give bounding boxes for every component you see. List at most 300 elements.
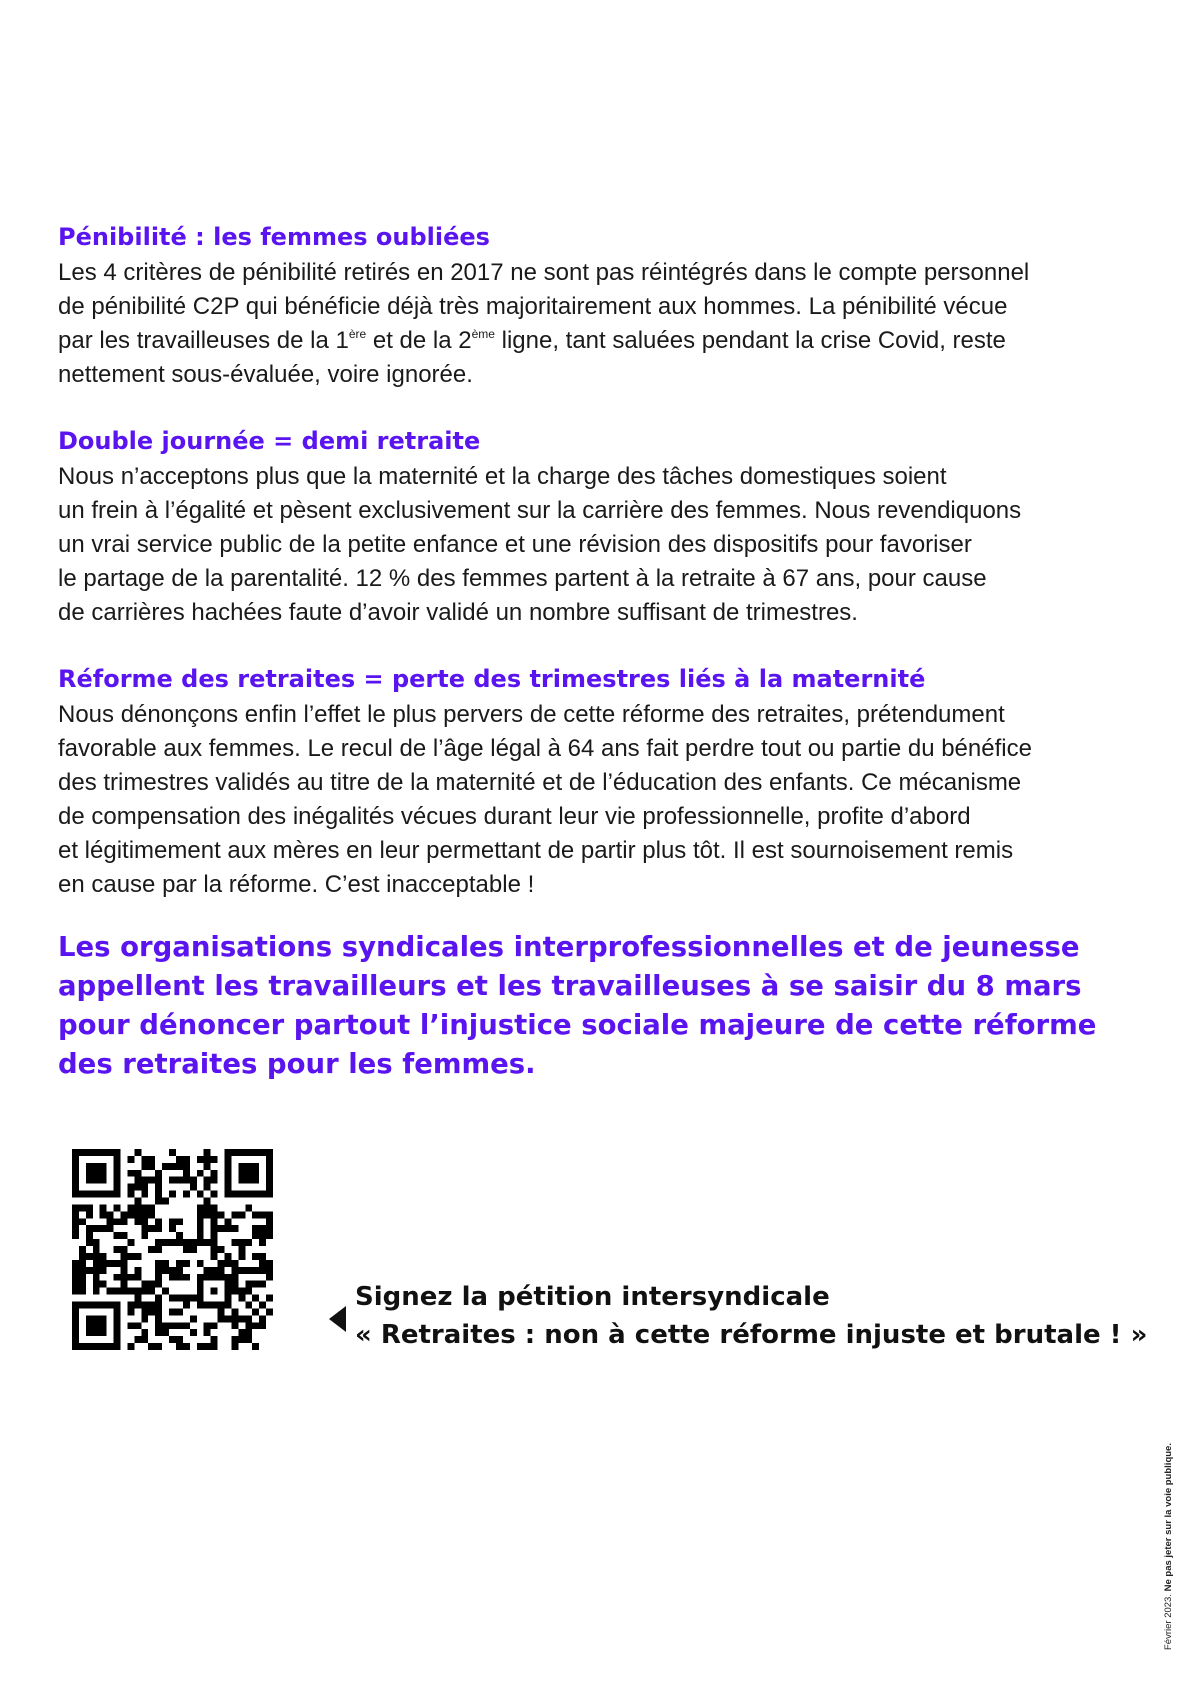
qr-module [218, 1267, 225, 1274]
qr-module [155, 1315, 162, 1322]
qr-module [72, 1308, 79, 1315]
qr-module [148, 1211, 155, 1218]
qr-module [79, 1246, 86, 1253]
qr-module [204, 1322, 211, 1329]
qr-module [252, 1322, 259, 1329]
qr-module [211, 1170, 218, 1177]
qr-module [224, 1315, 231, 1322]
qr-module [211, 1156, 218, 1163]
qr-module [204, 1156, 211, 1163]
qr-module [183, 1322, 190, 1329]
paragraph-line: un frein à l’égalité et pèsent exclusivement sur la carrière des femmes. Nous revendiquons [58, 497, 1022, 524]
qr-module [211, 1301, 218, 1308]
qr-module [190, 1329, 197, 1336]
qr-module [100, 1149, 107, 1156]
qr-module [127, 1211, 134, 1218]
qr-module [231, 1288, 238, 1295]
qr-module [93, 1274, 100, 1281]
qr-module [155, 1225, 162, 1232]
qr-module [121, 1232, 128, 1239]
qr-module [169, 1218, 176, 1225]
qr-module [266, 1267, 273, 1274]
superscript: ème [471, 327, 495, 341]
qr-module [141, 1211, 148, 1218]
qr-module [245, 1267, 252, 1274]
qr-module [134, 1274, 141, 1281]
qr-module [252, 1281, 259, 1288]
text-fragment: par les travailleuses de la 1 [58, 327, 349, 354]
qr-module [79, 1260, 86, 1267]
paragraph-line: en cause par la réforme. C’est inacceptable ! [58, 871, 535, 898]
qr-module [183, 1260, 190, 1267]
qr-module [127, 1308, 134, 1315]
qr-module [148, 1281, 155, 1288]
qr-module [169, 1295, 176, 1302]
qr-module [141, 1329, 148, 1336]
qr-module [134, 1204, 141, 1211]
qr-module [141, 1301, 148, 1308]
qr-module [93, 1170, 100, 1177]
qr-module [79, 1274, 86, 1281]
qr-module [169, 1149, 176, 1156]
qr-module [169, 1322, 176, 1329]
qr-module [79, 1281, 86, 1288]
qr-module [155, 1239, 162, 1246]
section-penibilite [58, 222, 1148, 392]
qr-module [176, 1232, 183, 1239]
qr-module [100, 1163, 107, 1170]
qr-module [259, 1322, 266, 1329]
qr-module [100, 1329, 107, 1336]
qr-module [259, 1315, 266, 1322]
qr-module [224, 1191, 231, 1198]
qr-module [176, 1343, 183, 1350]
qr-module [121, 1260, 128, 1267]
qr-module [114, 1149, 121, 1156]
qr-module [107, 1260, 114, 1267]
qr-module [86, 1191, 93, 1198]
qr-module [127, 1288, 134, 1295]
qr-module [259, 1191, 266, 1198]
qr-module [155, 1184, 162, 1191]
qr-module [176, 1163, 183, 1170]
qr-module [114, 1204, 121, 1211]
qr-module [169, 1274, 176, 1281]
footer-notice: Ne pas jeter sur la voie publique. [1163, 1443, 1174, 1592]
qr-module [148, 1308, 155, 1315]
qr-module [197, 1343, 204, 1350]
qr-module [86, 1204, 93, 1211]
qr-module [148, 1288, 155, 1295]
qr-module [114, 1177, 121, 1184]
qr-module [224, 1260, 231, 1267]
qr-module [114, 1301, 121, 1308]
qr-module [72, 1163, 79, 1170]
qr-module [204, 1184, 211, 1191]
qr-module [224, 1218, 231, 1225]
qr-module [218, 1211, 225, 1218]
qr-module [238, 1191, 245, 1198]
qr-module [211, 1336, 218, 1343]
qr-module [238, 1163, 245, 1170]
qr-module [252, 1191, 259, 1198]
qr-module [121, 1288, 128, 1295]
qr-module [218, 1301, 225, 1308]
qr-module [141, 1156, 148, 1163]
qr-module [204, 1343, 211, 1350]
qr-module [204, 1198, 211, 1205]
petition-title: Signez la pétition intersyndicale [355, 1282, 830, 1312]
qr-module [224, 1281, 231, 1288]
qr-module [155, 1308, 162, 1315]
qr-module [155, 1343, 162, 1350]
qr-module [141, 1177, 148, 1184]
qr-module [224, 1288, 231, 1295]
qr-module [266, 1225, 273, 1232]
qr-module [72, 1260, 79, 1267]
qr-module [141, 1336, 148, 1343]
section-heading: Double journée = demi retraite [58, 427, 481, 455]
qr-module [231, 1281, 238, 1288]
qr-module [155, 1246, 162, 1253]
qr-module [197, 1288, 204, 1295]
qr-module [211, 1343, 218, 1350]
qr-module [93, 1149, 100, 1156]
qr-module [114, 1288, 121, 1295]
qr-module [245, 1281, 252, 1288]
qr-module [238, 1149, 245, 1156]
qr-module [141, 1163, 148, 1170]
qr-module [114, 1218, 121, 1225]
left-triangle-icon [329, 1306, 346, 1332]
qr-module [121, 1267, 128, 1274]
qr-module [155, 1322, 162, 1329]
qr-module [245, 1301, 252, 1308]
qr-module [266, 1149, 273, 1156]
qr-module [169, 1225, 176, 1232]
qr-module [238, 1239, 245, 1246]
call-to-action [58, 928, 1158, 1084]
paragraph-line: de pénibilité C2P qui bénéficie déjà très majoritairement aux hommes. La pénibilité vécue [58, 293, 1008, 320]
qr-module [127, 1322, 134, 1329]
qr-module [114, 1232, 121, 1239]
qr-module [245, 1204, 252, 1211]
qr-module [72, 1274, 79, 1281]
qr-module [93, 1315, 100, 1322]
qr-module [121, 1211, 128, 1218]
qr-module [155, 1301, 162, 1308]
qr-module [100, 1170, 107, 1177]
qr-module [224, 1295, 231, 1302]
qr-module [72, 1191, 79, 1198]
qr-module [224, 1274, 231, 1281]
qr-module [266, 1191, 273, 1198]
qr-module [183, 1191, 190, 1198]
qr-module [127, 1156, 134, 1163]
qr-module [72, 1204, 79, 1211]
qr-module [72, 1329, 79, 1336]
qr-module [121, 1274, 128, 1281]
paragraph-line: de compensation des inégalités vécues durant leur vie professionnelle, profite d’abord [58, 803, 971, 830]
qr-module [245, 1170, 252, 1177]
paragraph-line [58, 324, 1148, 358]
qr-module [114, 1274, 121, 1281]
qr-module [231, 1191, 238, 1198]
qr-module [100, 1260, 107, 1267]
qr-module [148, 1163, 155, 1170]
qr-module [266, 1260, 273, 1267]
qr-module [259, 1260, 266, 1267]
qr-module [127, 1239, 134, 1246]
qr-module [252, 1343, 259, 1350]
qr-module [197, 1204, 204, 1211]
qr-module [224, 1301, 231, 1308]
qr-module [218, 1246, 225, 1253]
qr-module [134, 1198, 141, 1205]
qr-module [127, 1204, 134, 1211]
qr-module [162, 1239, 169, 1246]
qr-module [93, 1301, 100, 1308]
paragraph-line: Nous dénonçons enfin l’effet le plus pervers de cette réforme des retraites, prétendument [58, 701, 1005, 728]
qr-module [259, 1211, 266, 1218]
qr-module [197, 1191, 204, 1198]
qr-module [148, 1343, 155, 1350]
qr-module [86, 1225, 93, 1232]
qr-module [252, 1232, 259, 1239]
qr-module [231, 1308, 238, 1315]
qr-module [107, 1301, 114, 1308]
qr-module [183, 1295, 190, 1302]
qr-module [197, 1170, 204, 1177]
qr-module [183, 1246, 190, 1253]
qr-module [245, 1336, 252, 1343]
qr-module [211, 1288, 218, 1295]
qr-module [190, 1177, 197, 1184]
qr-module [204, 1149, 211, 1156]
qr-module [176, 1267, 183, 1274]
qr-module [93, 1239, 100, 1246]
qr-module [155, 1267, 162, 1274]
qr-module [155, 1295, 162, 1302]
qr-module [204, 1239, 211, 1246]
qr-module [252, 1225, 259, 1232]
qr-module [224, 1170, 231, 1177]
qr-module [176, 1322, 183, 1329]
qr-module [259, 1239, 266, 1246]
qr-module [100, 1211, 107, 1218]
qr-module [211, 1253, 218, 1260]
qr-module [238, 1177, 245, 1184]
qr-module [224, 1156, 231, 1163]
qr-code-icon[interactable] [72, 1149, 273, 1350]
qr-module [259, 1281, 266, 1288]
qr-module [134, 1253, 141, 1260]
qr-module [134, 1170, 141, 1177]
qr-module [211, 1218, 218, 1225]
qr-module [134, 1177, 141, 1184]
qr-module [245, 1288, 252, 1295]
qr-module [86, 1239, 93, 1246]
qr-module [114, 1246, 121, 1253]
qr-module [204, 1211, 211, 1218]
qr-module [252, 1177, 259, 1184]
qr-module [72, 1288, 79, 1295]
qr-module [100, 1191, 107, 1198]
qr-module [211, 1225, 218, 1232]
qr-module [252, 1149, 259, 1156]
qr-module [121, 1253, 128, 1260]
callout-line: des retraites pour les femmes. [58, 1048, 536, 1080]
qr-module [107, 1191, 114, 1198]
qr-module [204, 1274, 211, 1281]
qr-module [245, 1315, 252, 1322]
qr-module [86, 1163, 93, 1170]
qr-module [100, 1315, 107, 1322]
qr-module [148, 1204, 155, 1211]
qr-module [259, 1149, 266, 1156]
qr-module [141, 1184, 148, 1191]
qr-module [93, 1329, 100, 1336]
qr-module [238, 1170, 245, 1177]
qr-module [162, 1260, 169, 1267]
qr-module [231, 1239, 238, 1246]
qr-module [134, 1218, 141, 1225]
qr-module [218, 1315, 225, 1322]
qr-module [231, 1225, 238, 1232]
qr-module [231, 1336, 238, 1343]
qr-module [72, 1336, 79, 1343]
qr-module [190, 1239, 197, 1246]
qr-module [127, 1343, 134, 1350]
section-heading: Réforme des retraites = perte des trimestres liés à la maternité [58, 665, 926, 693]
qr-module [245, 1191, 252, 1198]
qr-module [72, 1211, 79, 1218]
qr-module [245, 1177, 252, 1184]
qr-module [121, 1218, 128, 1225]
qr-module [259, 1225, 266, 1232]
qr-module [197, 1281, 204, 1288]
qr-module [238, 1315, 245, 1322]
qr-module [238, 1288, 245, 1295]
qr-module [100, 1253, 107, 1260]
qr-module [93, 1191, 100, 1198]
qr-module [266, 1156, 273, 1163]
qr-module [79, 1149, 86, 1156]
qr-module [72, 1218, 79, 1225]
qr-module [100, 1343, 107, 1350]
qr-module [211, 1274, 218, 1281]
qr-module [266, 1274, 273, 1281]
qr-module [141, 1218, 148, 1225]
qr-module [183, 1156, 190, 1163]
qr-module [79, 1253, 86, 1260]
qr-module [252, 1308, 259, 1315]
qr-module [204, 1177, 211, 1184]
qr-module [134, 1149, 141, 1156]
qr-module [266, 1232, 273, 1239]
qr-module [211, 1246, 218, 1253]
qr-module [93, 1322, 100, 1329]
qr-module [238, 1211, 245, 1218]
qr-module [169, 1308, 176, 1315]
qr-module [72, 1225, 79, 1232]
qr-module [86, 1253, 93, 1260]
qr-module [231, 1260, 238, 1267]
qr-module [155, 1198, 162, 1205]
qr-module [100, 1301, 107, 1308]
qr-module [204, 1301, 211, 1308]
qr-module [72, 1149, 79, 1156]
qr-module [197, 1295, 204, 1302]
qr-module [252, 1295, 259, 1302]
qr-module [79, 1204, 86, 1211]
qr-module [114, 1260, 121, 1267]
qr-module [72, 1281, 79, 1288]
paragraph-line: favorable aux femmes. Le recul de l’âge légal à 64 ans fait perdre tout ou partie du bénéfice [58, 735, 1032, 762]
qr-module [72, 1170, 79, 1177]
qr-module [190, 1295, 197, 1302]
qr-module [134, 1301, 141, 1308]
qr-module [238, 1336, 245, 1343]
qr-module [162, 1198, 169, 1205]
qr-module [183, 1177, 190, 1184]
footer-date: Février 2023. [1163, 1591, 1174, 1650]
qr-module [197, 1239, 204, 1246]
qr-module [211, 1211, 218, 1218]
qr-module [100, 1204, 107, 1211]
qr-module [238, 1253, 245, 1260]
superscript: ère [348, 327, 367, 341]
callout-line: pour dénoncer partout l’injustice sociale majeure de cette réforme [58, 1009, 1097, 1041]
qr-module [176, 1239, 183, 1246]
qr-module [183, 1170, 190, 1177]
qr-module [245, 1329, 252, 1336]
legal-footer [1163, 1443, 1174, 1650]
qr-module [266, 1163, 273, 1170]
paragraph-line: Les 4 critères de pénibilité retirés en 2017 ne sont pas réintégrés dans le compte personnel [58, 259, 1030, 286]
qr-module [155, 1281, 162, 1288]
qr-module [224, 1225, 231, 1232]
qr-module [100, 1177, 107, 1184]
qr-module [197, 1232, 204, 1239]
qr-module [141, 1225, 148, 1232]
qr-module [231, 1322, 238, 1329]
qr-module [211, 1232, 218, 1239]
qr-module [238, 1267, 245, 1274]
qr-module [148, 1301, 155, 1308]
qr-module [211, 1239, 218, 1246]
qr-module [114, 1315, 121, 1322]
petition-callout [355, 1278, 1147, 1354]
qr-module [86, 1232, 93, 1239]
qr-module [204, 1163, 211, 1170]
qr-module [259, 1232, 266, 1239]
qr-module [72, 1315, 79, 1322]
qr-module [197, 1211, 204, 1218]
qr-module [245, 1322, 252, 1329]
paragraph-line: des trimestres validés au titre de la maternité et de l’éducation des enfants. Ce mécanisme [58, 769, 1022, 796]
qr-module [231, 1274, 238, 1281]
qr-module [114, 1184, 121, 1191]
qr-module [72, 1322, 79, 1329]
qr-module [211, 1204, 218, 1211]
qr-module [93, 1343, 100, 1350]
qr-module [127, 1170, 134, 1177]
qr-module [79, 1288, 86, 1295]
qr-module [148, 1177, 155, 1184]
qr-module [155, 1260, 162, 1267]
qr-module [169, 1267, 176, 1274]
